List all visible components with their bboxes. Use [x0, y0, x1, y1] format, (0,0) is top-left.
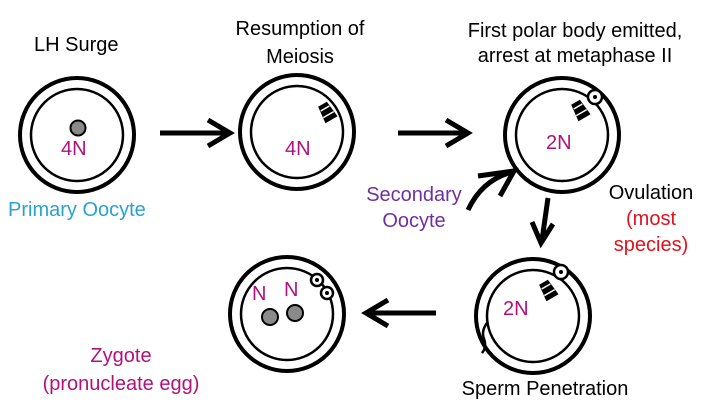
- pronucleus-right: [287, 305, 303, 321]
- oocyte-stage4: [476, 259, 590, 373]
- ploidy-pronucleus-right: N: [284, 279, 299, 301]
- chromosome-icon: [537, 279, 558, 302]
- ploidy-stage2: 4N: [285, 138, 311, 160]
- arrow-curved-icon: [468, 171, 514, 210]
- label-sperm-penetration: Sperm Penetration: [461, 378, 629, 400]
- germinal-vesicle: [71, 121, 86, 136]
- label-polar-line1: First polar body emitted,: [467, 20, 683, 42]
- arrow-left-icon: [366, 300, 436, 326]
- oocyte-stage2: [240, 75, 354, 189]
- oocyte-stage1: [20, 78, 134, 192]
- label-zygote-line2: (pronucleate egg): [42, 373, 200, 395]
- pronucleus-left: [262, 309, 278, 325]
- polar-body-icon: [321, 287, 333, 299]
- label-resumption-line1: Resumption of: [235, 18, 365, 40]
- label-resumption-line2: Meiosis: [266, 46, 334, 68]
- polar-body-icon: [311, 274, 323, 286]
- label-ovulation-line3: species): [613, 234, 689, 256]
- chromosome-icon: [569, 99, 590, 122]
- ploidy-stage4: 2N: [503, 298, 529, 320]
- label-zygote-line1: Zygote: [90, 345, 152, 367]
- polar-body-icon: [554, 265, 568, 279]
- label-polar-line2: arrest at metaphase II: [477, 45, 673, 67]
- label-ovulation-line1: Ovulation: [608, 182, 694, 204]
- oocyte-stage5: [230, 257, 344, 371]
- label-ovulation-line2: (most: [626, 208, 676, 230]
- arrow-down-icon: [532, 198, 553, 243]
- ploidy-pronucleus-left: N: [252, 283, 267, 305]
- label-secondary-line1: Secondary: [366, 184, 462, 206]
- ploidy-stage1: 4N: [61, 138, 87, 160]
- label-lh-surge: LH Surge: [34, 34, 119, 56]
- label-secondary-line2: Oocyte: [382, 210, 446, 232]
- ploidy-stage3: 2N: [546, 132, 572, 154]
- arrow-right-icon: [398, 120, 468, 146]
- arrow-right-icon: [160, 120, 230, 146]
- polar-body-icon: [588, 90, 602, 104]
- label-primary-oocyte: Primary Oocyte: [8, 199, 146, 221]
